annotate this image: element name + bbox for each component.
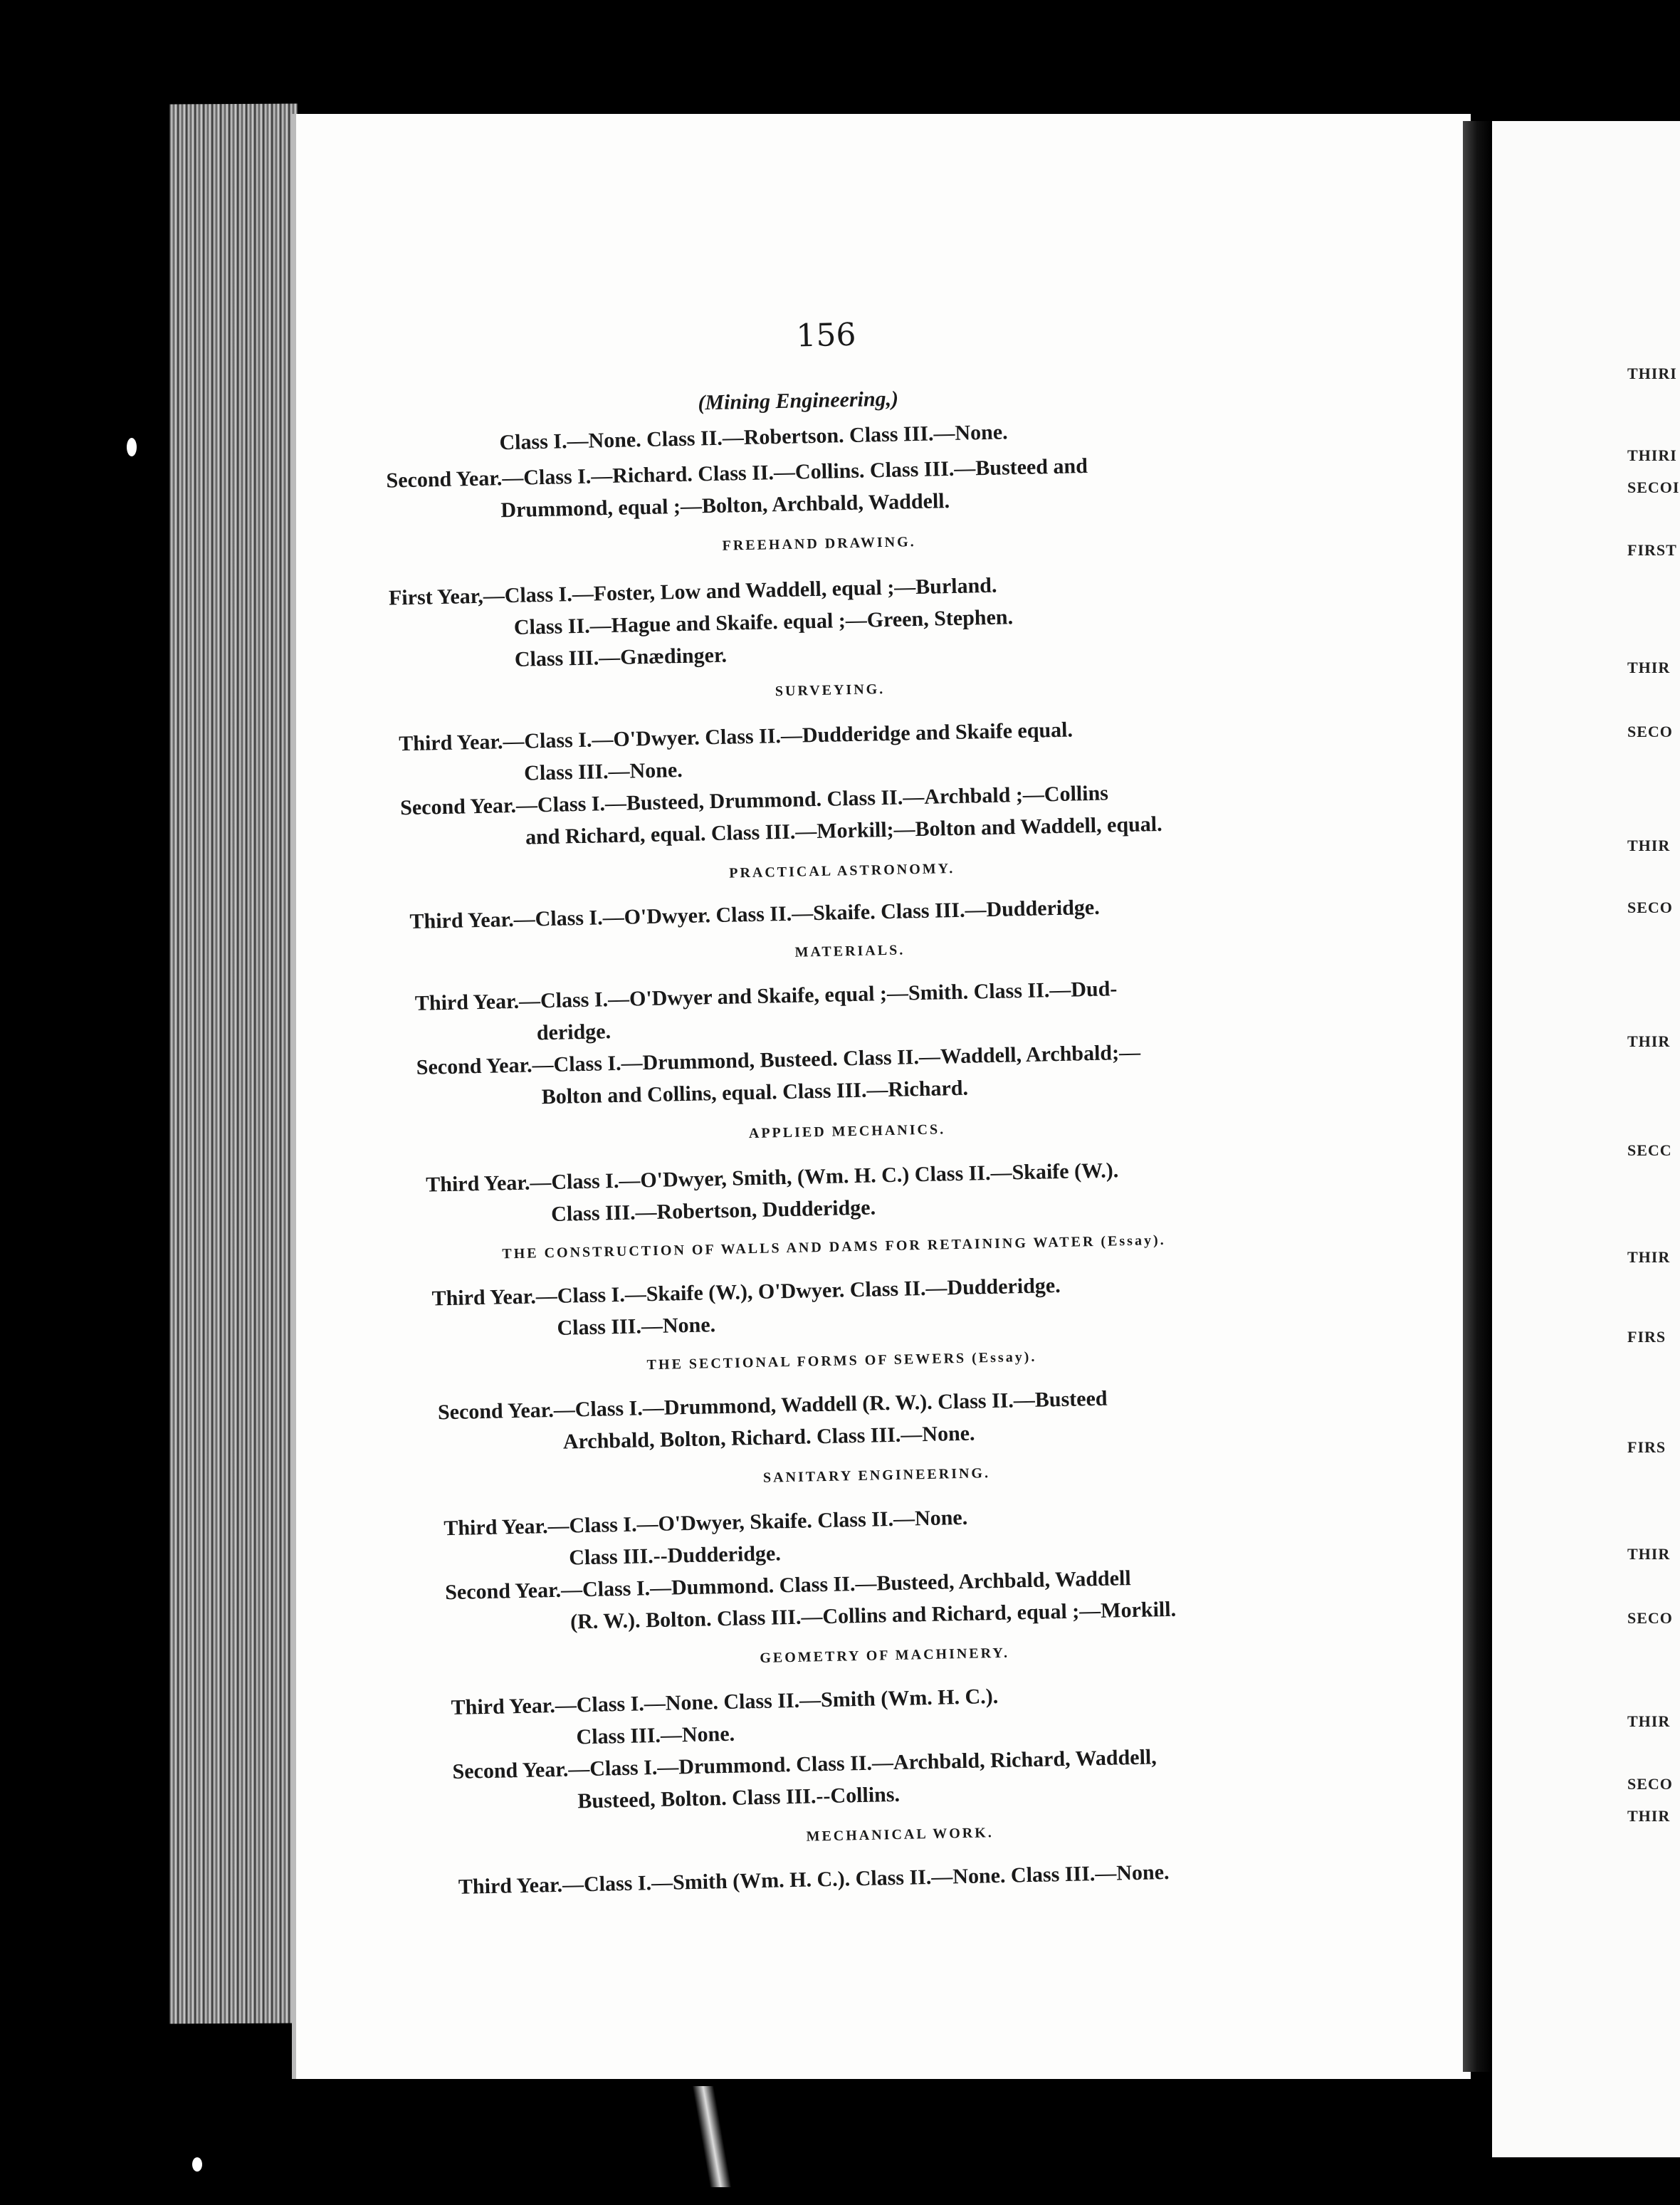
result-line: Class II.—Hague and Skaife. equal ;—Green, Stephen. (513, 605, 1014, 639)
facing-text: SECOI (1627, 478, 1680, 496)
facing-text: THIRI (1627, 365, 1677, 382)
result-line: deridge. (536, 1020, 611, 1045)
result-line: Third Year.—Class I.—O'Dwyer and Skaife, equal ;—Smith. Class II.—Dud- (414, 977, 1118, 1015)
facing-text: THIR (1627, 837, 1671, 854)
result-line: Second Year.—Class I.—Dummond. Class II.—Busteed, Archbald, Waddell (444, 1566, 1131, 1605)
result-line: Third Year.—Class I.—None. Class II.—Smith (Wm. H. C.). (451, 1684, 999, 1720)
section-heading: FREEHAND DRAWING. (722, 534, 916, 554)
result-line: and Richard, equal. Class III.—Morkill;—Bolton and Waddell, equal. (525, 812, 1162, 849)
facing-text: THIR (1627, 1807, 1671, 1825)
section-heading: MATERIALS. (794, 942, 905, 960)
result-line: Class III.—Robertson, Dudderidge. (550, 1195, 876, 1226)
section-heading: APPLIED MECHANICS. (748, 1121, 946, 1142)
facing-text: SECO (1627, 899, 1673, 916)
facing-text: SECO (1627, 1775, 1673, 1793)
result-line: Class III.—None. (557, 1313, 716, 1340)
facing-text: THIR (1627, 1248, 1671, 1266)
section-heading: THE CONSTRUCTION OF WALLS AND DAMS FOR RETAINING WATER (Essay). (502, 1232, 1166, 1262)
result-line: First Year,—Class I.—Foster, Low and Waddell, equal ;—Burland. (388, 573, 997, 610)
facing-text: FIRS (1627, 1438, 1666, 1456)
result-line: Busteed, Bolton. Class III.--Collins. (577, 1782, 901, 1813)
facing-text: THIR (1627, 1032, 1671, 1050)
facing-text: THIR (1627, 659, 1671, 676)
facing-text: SECC (1627, 1141, 1672, 1159)
result-line: Second Year.—Class I.—Busteed, Drummond. Class II.—Archbald ;—Collins (399, 781, 1109, 820)
facing-text: THIRI (1627, 446, 1677, 464)
section-heading: PRACTICAL ASTRONOMY. (729, 860, 955, 881)
result-line: Second Year.—Class I.—Drummond, Waddell (R. W.). Class II.—Busteed (437, 1386, 1108, 1425)
result-line: (R. W.). Bolton. Class III.—Collins and Richard, equal ;—Morkill. (569, 1597, 1177, 1634)
page-number: 156 (795, 316, 856, 355)
facing-text: THIR (1627, 1545, 1671, 1563)
section-heading: MECHANICAL WORK. (806, 1825, 994, 1845)
result-line: Third Year.—Class I.—Skaife (W.), O'Dwyer. Class II.—Dudderidge. (431, 1274, 1061, 1311)
facing-text: SECO (1627, 1609, 1673, 1627)
result-line: Drummond, equal ;—Bolton, Archbald, Waddell. (500, 489, 950, 523)
result-line: Third Year.—Class I.—O'Dwyer. Class II.—Dudderidge and Skaife equal. (398, 718, 1073, 756)
result-line: Third Year.—Class I.—O'Dwyer. Class II.—Skaife. Class III.—Dudderidge. (409, 895, 1101, 934)
facing-text: THIR (1627, 1712, 1671, 1730)
section-heading: THE SECTIONAL FORMS OF SEWERS (Essay). (646, 1348, 1037, 1373)
result-line: Bolton and Collins, equal. Class III.—Richard. (541, 1076, 969, 1109)
section-heading: GEOMETRY OF MACHINERY. (760, 1645, 1010, 1666)
facing-text: SECO (1627, 723, 1673, 740)
facing-text: FIRST (1627, 541, 1677, 559)
facing-text: FIRS (1627, 1328, 1666, 1346)
result-line: Third Year.—Class I.—O'Dwyer, Skaife. Class II.—None. (443, 1505, 968, 1541)
section-heading: SANITARY ENGINEERING. (762, 1465, 991, 1486)
result-line: Class I.—None. Class II.—Robertson. Class III.—None. (499, 420, 1008, 455)
result-line: Archbald, Bolton, Richard. Class III.—None. (562, 1421, 975, 1454)
section-heading-mining: (Mining Engineering,) (698, 387, 899, 415)
result-line: Third Year.—Class I.—O'Dwyer, Smith, (Wm. H. C.) Class II.—Skaife (W.). (425, 1158, 1119, 1197)
result-line: Second Year.—Class I.—Drummond. Class II.—Archbald, Richard, Waddell, (452, 1745, 1157, 1784)
result-line: Class III.—None. (523, 758, 683, 785)
section-heading: SURVEYING. (775, 681, 886, 700)
result-line: Third Year.—Class I.—Smith (Wm. H. C.). Class II.—None. Class III.—None. (458, 1860, 1170, 1899)
result-line: Class III.—Gnædinger. (514, 643, 728, 671)
result-line: Class III.--Dudderidge. (568, 1541, 782, 1570)
result-line: Class III.—None. (576, 1722, 735, 1749)
result-line: Second Year.—Class I.—Drummond, Busteed. Class II.—Waddell, Archbald;— (416, 1040, 1141, 1079)
result-line: Second Year.—Class I.—Richard. Class II.—Collins. Class III.—Busteed and (386, 454, 1088, 493)
